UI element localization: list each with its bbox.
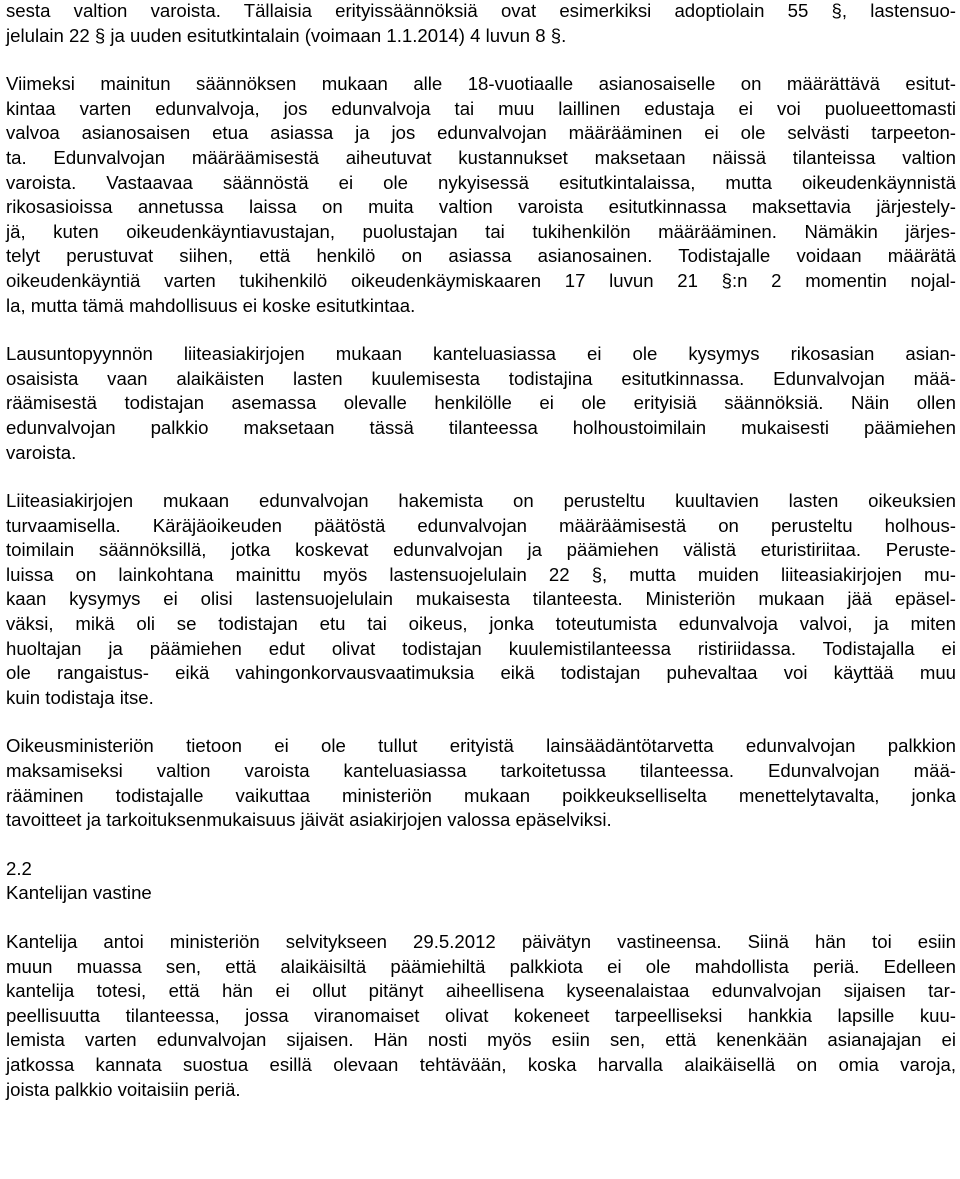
text-line: edunvalvojan palkkio maksetaan tässä tilanteessa holhoustoimilain mukaisesti päämiehen — [6, 416, 956, 438]
text-line: turvaamisella. Käräjäoikeuden päätöstä edunvalvojan määräämisestä on perusteltu holhous- — [6, 514, 956, 536]
text-line: maksamiseksi valtion varoista kanteluasiassa tarkoitetussa tilanteessa. Edunvalvojan mää- — [6, 760, 956, 782]
text-line: rikosasioissa annetussa laissa on muita valtion varoista esitutkinnassa maksettavia järjestely- — [6, 196, 956, 218]
text-line: osaisista vaan alaikäisten lasten kuulemisesta todistajina esitutkinnassa. Edunvalvojan mää- — [6, 367, 956, 389]
text-line: lemista varten edunvalvojan sijaisen. Hän nosti myös esiin sen, että kenenkään asianajajan ei — [6, 1029, 956, 1051]
text-line: muun muassa sen, että alaikäisiltä päämiehiltä palkkiota ei ole mahdollista periä. Edelleen — [6, 955, 956, 977]
section-number: 2.2 — [6, 857, 32, 879]
text-line: kintaa varten edunvalvoja, jos edunvalvoja tai muu laillinen edustaja ei voi puolueettomasti — [6, 97, 956, 119]
paragraph-4 — [6, 489, 956, 710]
text-line: kuin todistaja itse. — [6, 686, 154, 708]
text-line: jelulain 22 § ja uuden esitutkintalain (voimaan 1.1.2014) 4 luvun 8 §. — [6, 24, 567, 46]
paragraph-6 — [6, 930, 956, 1102]
paragraph-3 — [6, 342, 956, 465]
text-line: la, mutta tämä mahdollisuus ei koske esitutkintaa. — [6, 294, 416, 316]
section-title: Kantelijan vastine — [6, 882, 152, 904]
text-line: Kantelija antoi ministeriön selvitykseen 29.5.2012 päivätyn vastineensa. Siinä hän toi esiin — [6, 931, 956, 952]
paragraph-5 — [6, 734, 956, 832]
text-line: jatkossa kannata suostua esillä olevaan tehtävään, koska harvalla alaikäisellä on omia varoja, — [6, 1053, 956, 1075]
text-line: rääminen todistajalle vaikuttaa ministeriön mukaan poikkeukselliselta menettelytavalta, jonka — [6, 784, 956, 806]
text-line: Lausuntopyynnön liiteasiakirjojen mukaan kanteluasiassa ei ole kysymys rikosasian asian- — [6, 343, 956, 365]
text-line: Liiteasiakirjojen mukaan edunvalvojan hakemista on perusteltu kuultavien lasten oikeuksien — [6, 490, 956, 512]
document-page — [6, 0, 956, 1102]
text-line: ole rangaistus- eikä vahingonkorvausvaatimuksia eikä todistajan puhevaltaa voi käyttää muu — [6, 662, 956, 684]
text-line: kaan kysymys ei olisi lastensuojelulain mukaisesta tilanteesta. Ministeriön mukaan jää epäsel- — [6, 588, 956, 610]
section-heading — [6, 857, 956, 906]
paragraph-1 — [6, 0, 956, 48]
text-line: Viimeksi mainitun säännöksen mukaan alle 18-vuotiaalle asianosaiselle on määrättävä esitut- — [6, 73, 956, 95]
text-line: Oikeusministeriön tietoon ei ole tullut erityistä lainsäädäntötarvetta edunvalvojan palkkion — [6, 735, 956, 757]
text-line: väksi, mikä oli se todistajan etu tai oikeus, jonka toteutumista edunvalvoja valvoi, ja miten — [6, 613, 956, 635]
text-line: räämisestä todistajan asemassa olevalle henkilölle ei ole erityisiä säännöksiä. Näin ollen — [6, 392, 956, 414]
text-line: kantelija totesi, että hän ei ollut pitänyt aiheellisena kyseenalaistaa edunvalvojan sijaisen tar- — [6, 980, 956, 1002]
text-line: sesta valtion varoista. Tällaisia erityissäännöksiä ovat esimerkiksi adoptiolain 55 §, lastensuo- — [6, 0, 956, 21]
text-line: varoista. Vastaavaa säännöstä ei ole nykyisessä esitutkintalaissa, mutta oikeudenkäynnistä — [6, 171, 956, 193]
text-line: jä, kuten oikeudenkäyntiavustajan, puolustajan tai tukihenkilön määrääminen. Nämäkin järjes- — [6, 220, 956, 242]
text-line: tavoitteet ja tarkoituksenmukaisuus jäivät asiakirjojen valossa epäselviksi. — [6, 809, 612, 831]
text-line: varoista. — [6, 441, 77, 463]
text-line: luissa on lainkohtana mainittu myös lastensuojelulain 22 §, mutta muiden liiteasiakirjojen mu- — [6, 563, 956, 585]
paragraph-2 — [6, 72, 956, 318]
text-line: toimilain säännöksillä, jotka koskevat edunvalvojan ja päämiehen välistä eturistiriitaa. Peruste- — [6, 539, 956, 561]
text-line: valvoa asianosaisen etua asiassa ja jos edunvalvojan määrääminen ei ole selvästi tarpeeton- — [6, 122, 956, 144]
text-line: peellisuutta tilanteessa, jossa viranomaiset olivat kokeneet tarpeelliseksi hankkia lapsille kuu- — [6, 1004, 956, 1026]
text-line: telyt perustuvat siihen, että henkilö on asiassa asianosainen. Todistajalle voidaan määrätä — [6, 245, 956, 267]
text-line: huoltajan ja päämiehen edut olivat todistajan kuulemistilanteessa ristiriidassa. Todistajalla ei — [6, 637, 956, 659]
text-line: ta. Edunvalvojan määräämisestä aiheutuvat kustannukset maksetaan näissä tilanteissa valtion — [6, 146, 956, 168]
text-line: joista palkkio voitaisiin periä. — [6, 1078, 241, 1100]
text-line: oikeudenkäyntiä varten tukihenkilö oikeudenkäymiskaaren 17 luvun 21 §:n 2 momentin nojal- — [6, 269, 956, 291]
